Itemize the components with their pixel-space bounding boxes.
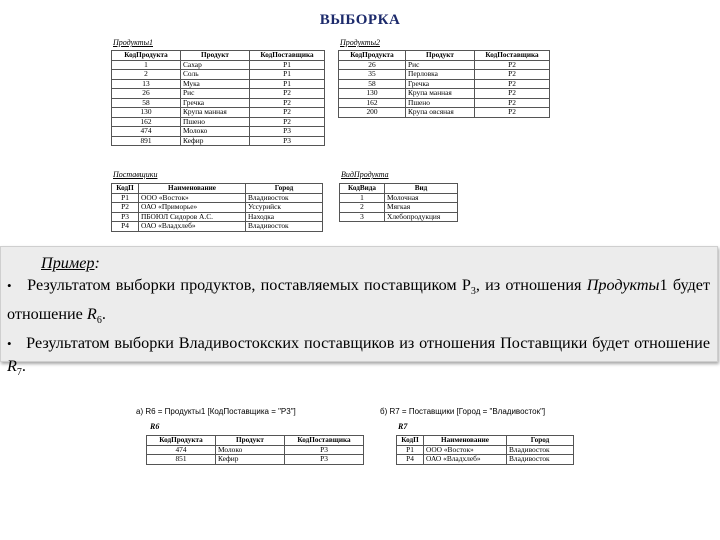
table-cell: 58	[339, 79, 406, 89]
table-row	[340, 212, 458, 222]
column-header: КодП	[112, 184, 139, 194]
r6-caption: R6	[150, 422, 160, 431]
column-header: КодПродукта	[147, 436, 216, 446]
table-cell: ОАО «Приморье»	[139, 203, 246, 213]
table-cell: Крупа манная	[181, 108, 250, 118]
table-cell: Пшено	[406, 98, 475, 108]
r7-table	[396, 435, 574, 465]
page-title: ВЫБОРКА	[319, 12, 401, 28]
table-cell: P3	[250, 136, 325, 146]
table-cell: ООО «Восток»	[139, 193, 246, 203]
table-cell: Владивосток	[246, 222, 323, 232]
table-cell: Кефир	[181, 136, 250, 146]
table-cell: 200	[339, 108, 406, 118]
table-row	[112, 203, 323, 213]
table-cell: P1	[250, 60, 325, 70]
table-row	[112, 108, 325, 118]
table-cell: Гречка	[406, 79, 475, 89]
table-cell: Молочная	[385, 193, 458, 203]
suppliers-caption: Поставщики	[113, 170, 158, 179]
r6-table	[146, 435, 364, 465]
table-cell: ОАО «Владхлеб»	[139, 222, 246, 232]
table-cell: ООО «Восток»	[424, 445, 507, 455]
table-cell: P1	[112, 193, 139, 203]
table-cell: Мягкая	[385, 203, 458, 213]
formula-b: б) R7 = Поставщики [Город = "Владивосток"]	[380, 407, 546, 416]
example-panel	[0, 246, 718, 379]
table-cell: 26	[112, 89, 181, 99]
table-cell: 35	[339, 70, 406, 80]
table-cell: 474	[147, 445, 216, 455]
table-cell: P2	[475, 108, 550, 118]
table-row	[112, 222, 323, 232]
table-cell: Пшено	[181, 117, 250, 127]
table-cell: Кефир	[216, 455, 285, 465]
table-cell: Владивосток	[507, 455, 574, 465]
table-cell: 1	[340, 193, 385, 203]
example-heading: Пример:	[41, 254, 100, 272]
table-cell: Рис	[181, 89, 250, 99]
column-header: Продукт	[406, 51, 475, 61]
table-cell: P1	[250, 70, 325, 80]
products1-table	[111, 50, 325, 146]
column-header: КодПродукта	[339, 51, 406, 61]
table-cell: 474	[112, 127, 181, 137]
table-cell: Молоко	[216, 445, 285, 455]
column-header: Наименование	[139, 184, 246, 194]
formula-a: а) R6 = Продукты1 [КодПоставщика = "P3"]	[136, 407, 296, 416]
table-cell: 851	[147, 455, 216, 465]
column-header: Наименование	[424, 436, 507, 446]
table-row	[112, 70, 325, 80]
column-header: Вид	[385, 184, 458, 194]
table-cell: 891	[112, 136, 181, 146]
table-cell: P2	[475, 60, 550, 70]
example-item-1: • Результатом выборки продуктов, поставляемых поставщиком $P_3$, из отношения Продукты1 будет отношение $R_6$.	[7, 276, 711, 327]
column-header: Продукт	[181, 51, 250, 61]
column-header: Город	[507, 436, 574, 446]
product-types-caption: ВидПродукта	[341, 170, 389, 179]
table-row	[339, 70, 550, 80]
table-cell: P2	[250, 89, 325, 99]
table-cell: P3	[285, 445, 364, 455]
column-header: КодПоставщика	[285, 436, 364, 446]
table-row	[397, 455, 574, 465]
table-row	[339, 108, 550, 118]
products2-caption: Продукты2	[340, 38, 380, 47]
example-item-2: • Результатом выборки Владивостокских поставщиков из отношения Поставщики будет отношение $R_7$.	[7, 334, 711, 379]
table-cell: Мука	[181, 79, 250, 89]
table-cell: P1	[397, 445, 424, 455]
table-cell: Крупа овсяная	[406, 108, 475, 118]
column-header: КодПоставщика	[250, 51, 325, 61]
table-cell: P2	[475, 89, 550, 99]
table-cell: Перловка	[406, 70, 475, 80]
table-cell: P2	[475, 98, 550, 108]
table-cell: 130	[112, 108, 181, 118]
table-cell: ПБОЮЛ Сидоров А.С.	[139, 212, 246, 222]
table-cell: P2	[250, 98, 325, 108]
table-cell: Владивосток	[246, 193, 323, 203]
table-row	[339, 89, 550, 99]
table-cell: Хлебопродукция	[385, 212, 458, 222]
table-cell: 58	[112, 98, 181, 108]
table-cell: P3	[285, 455, 364, 465]
table-cell: P2	[475, 70, 550, 80]
column-header: КодПродукта	[112, 51, 181, 61]
table-cell: P4	[112, 222, 139, 232]
table-cell: 3	[340, 212, 385, 222]
table-cell: 2	[112, 70, 181, 80]
table-row	[340, 203, 458, 213]
product-types-table	[339, 183, 458, 222]
table-cell: 162	[112, 117, 181, 127]
column-header: Продукт	[216, 436, 285, 446]
table-row	[147, 455, 364, 465]
table-cell: 162	[339, 98, 406, 108]
table-cell: Уссурийск	[246, 203, 323, 213]
column-header: КодП	[397, 436, 424, 446]
table-cell: P3	[250, 127, 325, 137]
table-row	[112, 89, 325, 99]
table-cell: P2	[112, 203, 139, 213]
products1-caption: Продукты1	[113, 38, 153, 47]
table-cell: Сахар	[181, 60, 250, 70]
table-cell: 1	[112, 60, 181, 70]
table-cell: P4	[397, 455, 424, 465]
table-cell: 13	[112, 79, 181, 89]
table-cell: P1	[250, 79, 325, 89]
table-cell: Соль	[181, 70, 250, 80]
table-cell: 26	[339, 60, 406, 70]
table-row	[112, 127, 325, 137]
table-cell: ОАО «Владхлеб»	[424, 455, 507, 465]
products2-table	[338, 50, 550, 118]
r7-caption: R7	[398, 422, 408, 431]
table-cell: Крупа манная	[406, 89, 475, 99]
suppliers-table	[111, 183, 323, 232]
table-row	[112, 136, 325, 146]
column-header: КодПоставщика	[475, 51, 550, 61]
table-cell: Гречка	[181, 98, 250, 108]
column-header: Город	[246, 184, 323, 194]
table-cell: Находка	[246, 212, 323, 222]
table-cell: P3	[112, 212, 139, 222]
table-cell: P2	[250, 108, 325, 118]
table-cell: Молоко	[181, 127, 250, 137]
table-cell: 2	[340, 203, 385, 213]
table-cell: P2	[250, 117, 325, 127]
table-cell: Рис	[406, 60, 475, 70]
table-cell: P2	[475, 79, 550, 89]
column-header: КодВида	[340, 184, 385, 194]
table-cell: 130	[339, 89, 406, 99]
table-cell: Владивосток	[507, 445, 574, 455]
